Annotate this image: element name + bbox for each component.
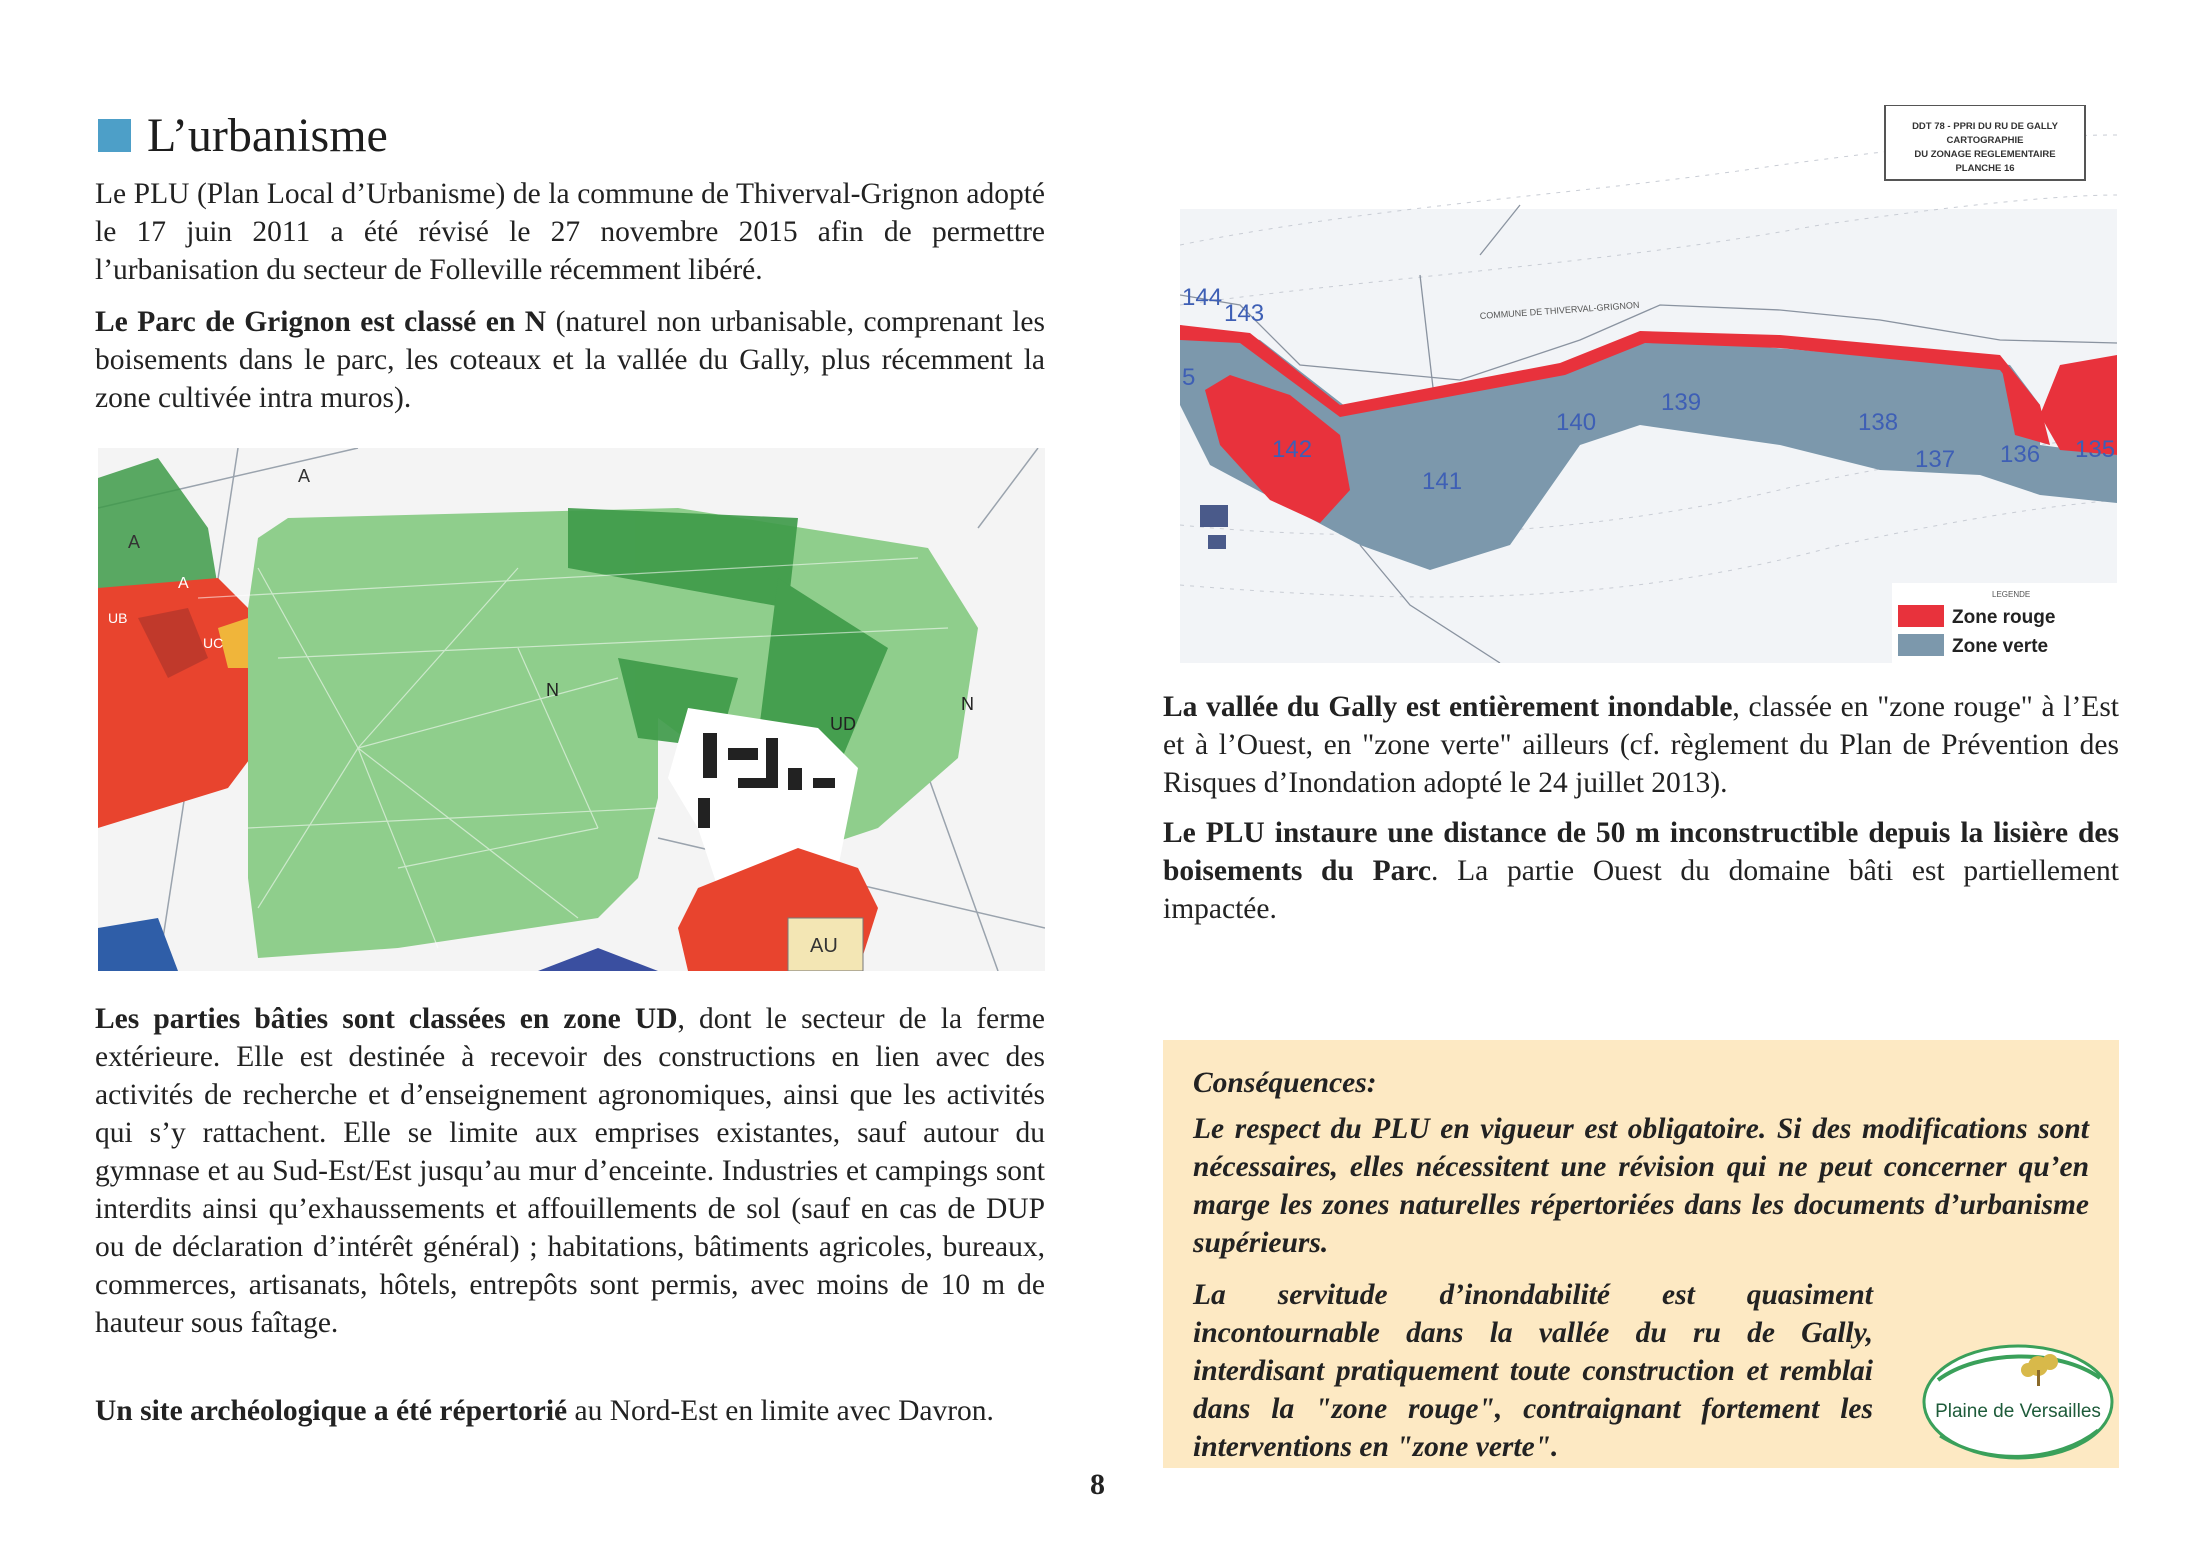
vallee-rest: , classée en "zone rouge" à l’Est et à l’Ouest, en "zone verte" ailleurs (cf. règlement du Plan de Prévention des Risques d’Inondation adopté le 24 juillet 2013).	[1163, 691, 2119, 799]
zone-number-137: 137	[1915, 446, 1956, 473]
stamp-line-1: DDT 78 - PPRI DU RU DE GALLY	[1912, 121, 2058, 132]
plu-label-a1: A	[298, 466, 311, 486]
zone-number-135: 135	[2075, 436, 2116, 463]
archeo-paragraph	[95, 1392, 1045, 1430]
plu-label-ud: UD	[830, 714, 856, 734]
legend-label-verte: Zone verte	[1952, 636, 2049, 657]
consequences-paragraph-2: La servitude d’inondabilité est quasiment incontournable dans la vallée du ru de Gally, interdisant pratiquement toute construction et remblai dans la "zone rouge", contraignant fortement les interventions en "zone verte".	[1193, 1279, 1873, 1463]
plu-label-n1: N	[546, 680, 559, 700]
heading-square-icon	[98, 119, 131, 152]
zone-number-144: 144	[1182, 284, 1223, 311]
plu-label-n2: N	[961, 694, 974, 714]
plu-zoning-map	[98, 448, 1045, 971]
parties-bold: Les parties bâties sont classées en zone UD	[95, 1003, 678, 1035]
logo-text: Plaine de Versailles	[1935, 1401, 2101, 1422]
archeo-bold: Un site archéologique a été répertorié	[95, 1395, 568, 1427]
consequences-paragraph-1: Le respect du PLU en vigueur est obligatoire. Si des modifications sont nécessaires, elles nécessitent une révision qui ne peut concerner qu’en marge les zones naturelles répertoriées dans les documents d’urbanisme supérieurs.	[1193, 1113, 2089, 1259]
parc-paragraph	[95, 303, 1045, 417]
plu-label-au: AU	[810, 935, 838, 957]
legend-swatch-rouge	[1898, 605, 1944, 627]
zone-number-139: 139	[1661, 389, 1702, 416]
parties-paragraph	[95, 1000, 1045, 1342]
zone-number-140: 140	[1556, 409, 1597, 436]
stamp-line-4: PLANCHE 16	[1955, 163, 2015, 174]
zone-number-142: 142	[1272, 436, 1313, 463]
zone-number-138: 138	[1858, 409, 1899, 436]
legend-title: LEGENDE	[1992, 590, 2031, 599]
plu-label-a2: A	[128, 532, 141, 552]
plu-label-uc: UC	[203, 635, 224, 651]
stamp-line-2: CARTOGRAPHIE	[1946, 135, 2024, 146]
zone-number-143: 143	[1224, 300, 1265, 327]
plu-label-ub: UB	[108, 610, 128, 626]
stamp-line-3: DU ZONAGE REGLEMENTAIRE	[1914, 149, 2056, 160]
parc-rest: (naturel non urbanisable, comprenant les boisements dans le parc, les coteaux et la vallée du Gally, plus récemment la zone cultivée intra muros).	[95, 306, 1045, 414]
parc-bold: Le Parc de Grignon est classé en N	[95, 306, 547, 338]
plaine-de-versailles-logo	[1918, 1340, 2118, 1465]
zone-number-5: 5	[1182, 364, 1196, 391]
page-title: L’urbanisme	[147, 109, 388, 162]
plu-label-a3: A	[178, 575, 189, 592]
vallee-paragraph	[1163, 688, 2119, 802]
consequences-title: Conséquences:	[1193, 1067, 1377, 1099]
legend-label-rouge: Zone rouge	[1952, 607, 2056, 628]
distance-bold: Le PLU instaure une distance de 50 m inconstructible depuis la lisière des boisements du Parc	[1163, 817, 2119, 887]
distance-rest: . La partie Ouest du domaine bâti est partiellement impactée.	[1163, 855, 2119, 925]
parties-rest: , dont le secteur de la ferme extérieure. Elle est destinée à recevoir des constructions en lien avec des activités de recherche et d’enseignement agronomiques, ainsi que les activités qui s’y rattachent. Elle se limite aux emprises existantes, sauf autour du gymnase et au Sud-Est/Est jusqu’au mur d’enceinte. Industries et campings sont interdits ainsi qu’exhaussements et affouillements de sol (sauf en cas de DUP ou de déclaration d’intérêt général) ; habitations, bâtiments agricoles, bureaux, commerces, artisanats, hôtels, entrepôts sont permis, avec moins de 10 m de hauteur sous faîtage.	[95, 1003, 1045, 1339]
zone-number-136: 136	[2000, 441, 2041, 468]
page-number: 8	[1090, 1468, 1105, 1501]
archeo-rest: au Nord-Est en limite avec Davron.	[567, 1395, 994, 1427]
ppri-legend	[1892, 583, 2117, 663]
commune-label: COMMUNE DE THIVERVAL-GRIGNON	[1479, 299, 1640, 321]
distance-paragraph	[1163, 814, 2119, 928]
ppri-zoning-map	[1180, 105, 2117, 663]
vallee-bold: La vallée du Gally est entièrement inondable	[1163, 691, 1733, 723]
intro-paragraph: Le PLU (Plan Local d’Urbanisme) de la commune de Thiverval-Grignon adopté le 17 juin 2011 a été révisé le 27 novembre 2015 afin de permettre l’urbanisation du secteur de Folleville récemment libéré.	[95, 178, 1045, 286]
zone-number-141: 141	[1422, 468, 1463, 495]
section-heading	[98, 108, 388, 163]
legend-swatch-verte	[1898, 634, 1944, 656]
